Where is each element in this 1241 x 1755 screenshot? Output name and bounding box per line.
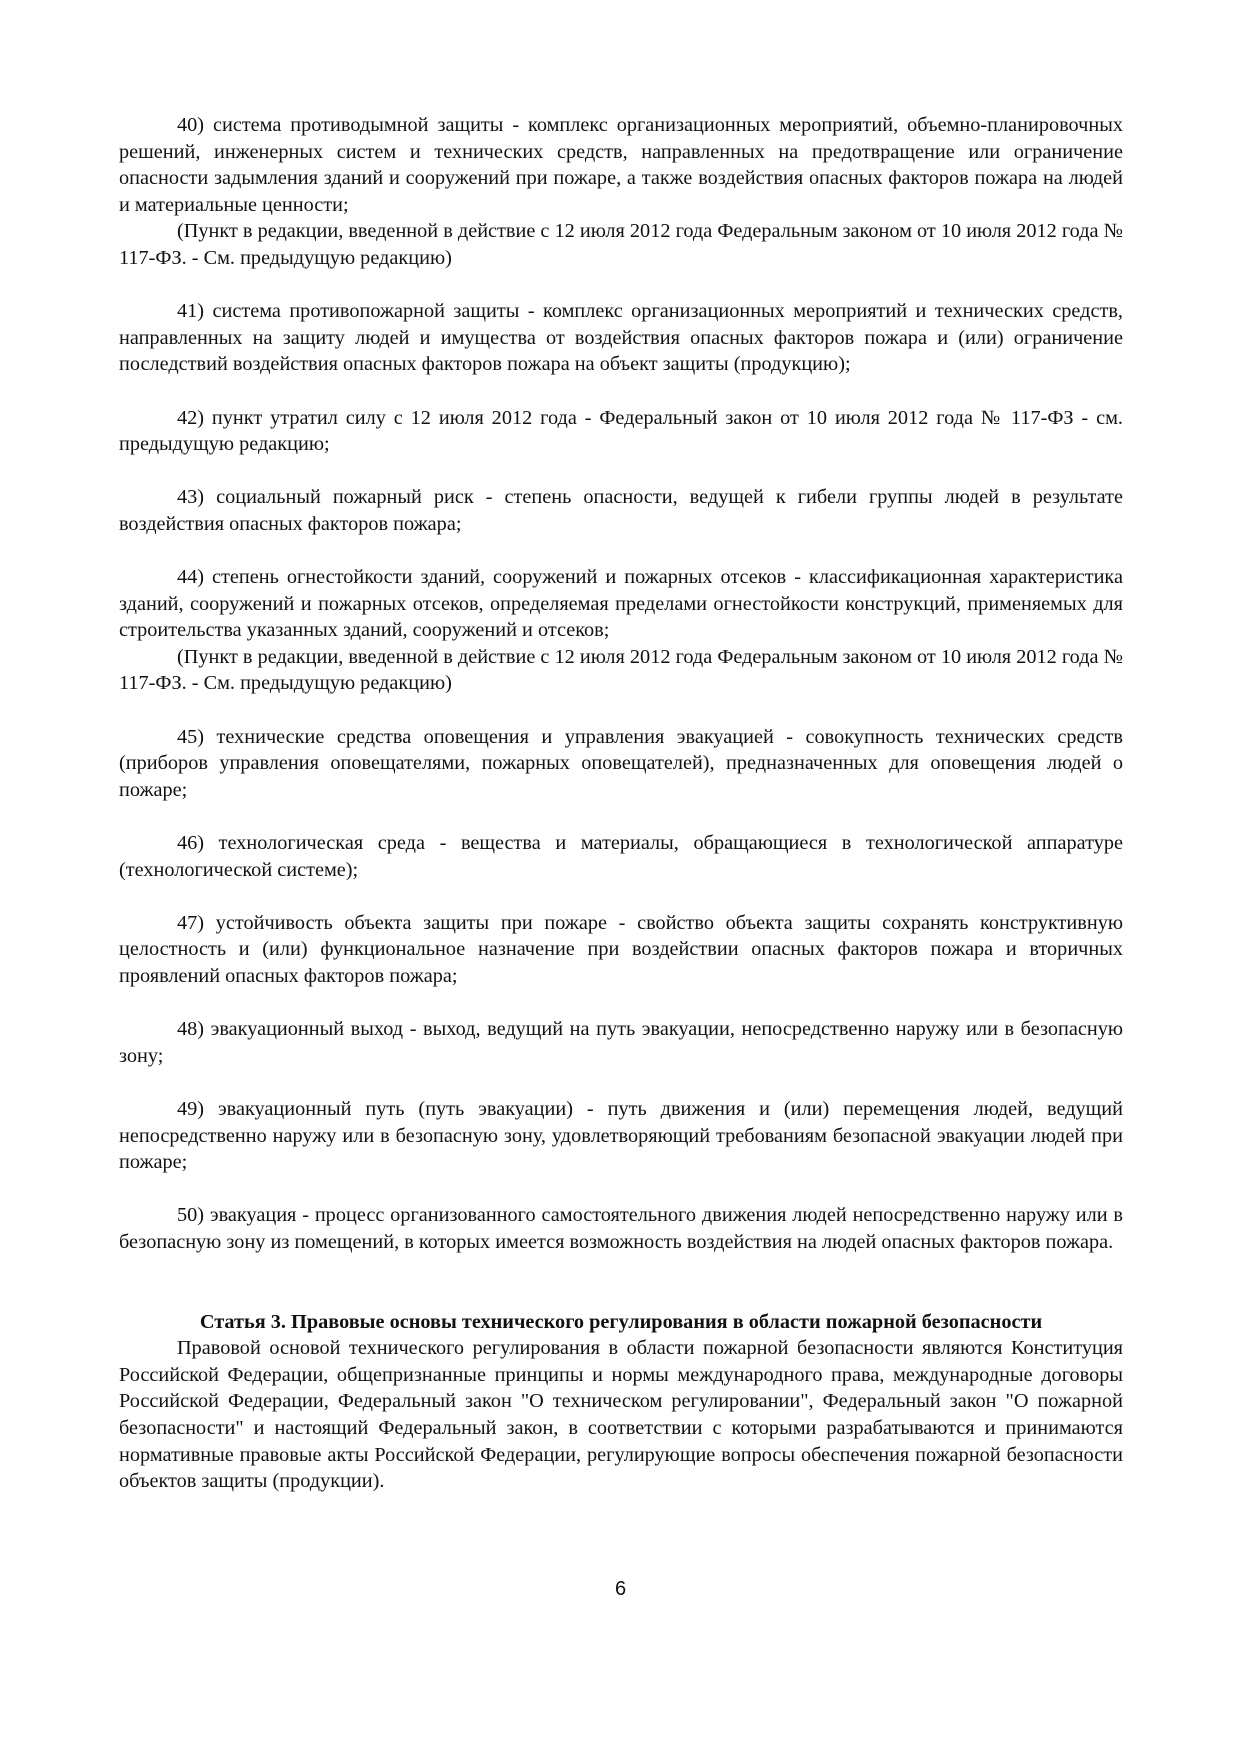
paragraph-note-40: (Пункт в редакции, введенной в действие с 12 июля 2012 года Федеральным законом от 10 июля 2012 года № 117-ФЗ. - См. предыдущую редакцию)	[119, 220, 1123, 269]
article-heading: Статья 3. Правовые основы технического регулирования в области пожарной безопасности	[199, 1310, 1043, 1333]
paragraph-item-46: 46) технологическая среда - вещества и материалы, обращающиеся в технологической аппаратуре (технологической системе);	[119, 832, 1123, 881]
article-body: Правовой основой технического регулирования в области пожарной безопасности являются Конституция Российской Федерации, общепризнанные принципы и нормы международного права, международные договоры Российской Федерации, Федеральный закон "О техническом регулировании", Федеральный закон "О пожарной безопасности" и настоящий Федеральный закон, в соответствии с которыми разрабатываются и принимаются нормативные правовые акты Российской Федерации, регулирующие вопросы обеспечения пожарной безопасности объектов защиты (продукции).	[119, 1337, 1123, 1493]
page-content	[119, 112, 1123, 1495]
paragraph-item-41: 41) система противопожарной защиты - комплекс организационных мероприятий и технических средств, направленных на защиту людей и имущества от воздействия опасных факторов пожара и (или) ограничение последствий воздействия опасных факторов пожара на объект защиты (продукцию);	[119, 300, 1123, 376]
paragraph-item-43: 43) социальный пожарный риск - степень опасности, ведущей к гибели группы людей в результате воздействия опасных факторов пожара;	[119, 486, 1123, 535]
paragraph-item-44: 44) степень огнестойкости зданий, сооружений и пожарных отсеков - классификационная характеристика зданий, сооружений и пожарных отсеков, определяемая пределами огнестойкости конструкций, применяемых для строительства указанных зданий, сооружений и отсеков;	[119, 566, 1123, 642]
paragraph-note-44: (Пункт в редакции, введенной в действие с 12 июля 2012 года Федеральным законом от 10 июля 2012 года № 117-ФЗ. - См. предыдущую редакцию)	[119, 645, 1123, 695]
paragraph-item-40: 40) система противодымной защиты - комплекс организационных мероприятий, объемно-планировочных решений, инженерных систем и технических средств, направленных на предотвращение или ограничение опасности задымления зданий и сооружений при пожаре, а также воздействия опасных факторов пожара на людей и материальные ценности;	[119, 114, 1123, 216]
paragraph-item-50: 50) эвакуация - процесс организованного самостоятельного движения людей непосредственно наружу или в безопасную зону из помещений, в которых имеется возможность воздействия на людей опасных факторов пожара.	[119, 1204, 1123, 1253]
page-number: 6	[614, 1578, 627, 1600]
paragraph-item-45: 45) технические средства оповещения и управления эвакуацией - совокупность технических средств (приборов управления оповещателями, пожарных оповещателей), предназначенных для оповещения людей о пожаре;	[119, 725, 1123, 801]
paragraph-item-48: 48) эвакуационный выход - выход, ведущий на путь эвакуации, непосредственно наружу или в безопасную зону;	[119, 1018, 1123, 1067]
paragraph-item-47: 47) устойчивость объекта защиты при пожаре - свойство объекта защиты сохранять конструктивную целостность и (или) функциональное назначение при воздействии опасных факторов пожара и вторичных проявлений опасных факторов пожара;	[119, 911, 1123, 987]
paragraph-item-49: 49) эвакуационный путь (путь эвакуации) - путь движения и (или) перемещения людей, ведущий непосредственно наружу или в безопасную зону, удовлетворяющий требованиям безопасной эвакуации людей при пожаре;	[119, 1097, 1123, 1174]
paragraph-item-42: 42) пункт утратил силу с 12 июля 2012 года - Федеральный закон от 10 июля 2012 года № 117-ФЗ - см. предыдущую редакцию;	[119, 406, 1123, 456]
